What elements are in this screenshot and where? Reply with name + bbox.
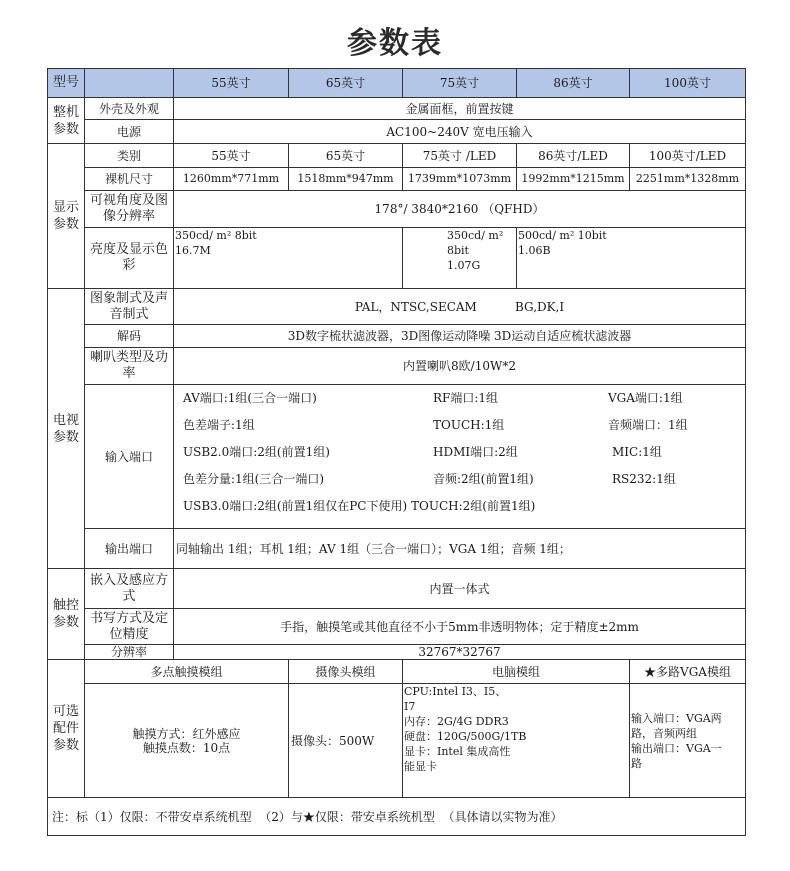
cell: 65英寸 bbox=[289, 144, 403, 168]
port-item: 色差分量:1组(三合一端口) bbox=[183, 472, 325, 486]
row-value: PAL，NTSC,SECAM BG,DK,I bbox=[174, 289, 746, 325]
vga-line: 路 bbox=[631, 756, 642, 770]
touch-module-line: 触摸点数：10点 bbox=[142, 740, 231, 755]
cell: 1992mm*1215mm bbox=[517, 168, 630, 191]
row-value: 内置喇叭8欧/10W*2 bbox=[174, 348, 746, 385]
vga-module-cell bbox=[630, 684, 746, 798]
cell: 2251mm*1328mm bbox=[630, 168, 746, 191]
pc-line: 能显卡 bbox=[404, 760, 437, 773]
pc-line: 显卡：Intel 集成高性 bbox=[404, 745, 511, 758]
module-header: 多点触摸模组 bbox=[85, 660, 289, 684]
module-header: 摄像头模组 bbox=[289, 660, 403, 684]
cell: 100英寸/LED bbox=[630, 144, 746, 168]
note-text: 注：标（1）仅限：不带安卓系统机型 （2）与★仅限：带安卓系统机型 （具体请以实物为准） bbox=[48, 798, 746, 836]
spec-table bbox=[47, 68, 746, 836]
camera-module-cell: 摄像头：500W bbox=[289, 684, 403, 798]
row-value: AC100~240V 宽电压输入 bbox=[174, 120, 746, 144]
cell: 75英寸 /LED bbox=[403, 144, 517, 168]
header-row bbox=[48, 69, 746, 98]
touch-module-cell bbox=[85, 684, 289, 798]
row-label: 分辨率 bbox=[85, 645, 174, 660]
row-label: 可视角度及图像分辨率 bbox=[85, 191, 174, 228]
row-label: 电源 bbox=[85, 120, 174, 144]
port-item: 音频:2组(前置1组) bbox=[433, 472, 534, 486]
row-value: 手指，触摸笔或其他直径不小于5mm非透明物体；定于精度±2mm bbox=[174, 609, 746, 645]
cell-line: 350cd/ m² 8bit bbox=[175, 229, 257, 242]
table-row bbox=[48, 191, 746, 228]
vga-line: 路，音频两组 bbox=[631, 726, 697, 740]
port-item: MIC:1组 bbox=[612, 445, 662, 459]
row-label: 裸机尺寸 bbox=[85, 168, 174, 191]
table-row bbox=[48, 120, 746, 144]
category-optional: 可选配件参数 bbox=[48, 660, 85, 798]
cell-line: 1.07G bbox=[447, 259, 481, 272]
row-label: 书写方式及定位精度 bbox=[85, 609, 174, 645]
input-ports bbox=[174, 385, 745, 525]
table-row bbox=[48, 385, 746, 529]
category-display: 显示参数 bbox=[48, 144, 85, 289]
category-whole: 整机参数 bbox=[48, 98, 85, 144]
pc-line: 内存：2G/4G DDR3 bbox=[404, 715, 509, 728]
row-value: 32767*32767 bbox=[174, 645, 746, 660]
cell-line: 1.06B bbox=[518, 244, 551, 257]
pc-line: 硬盘：120G/500G/1TB bbox=[404, 730, 527, 743]
port-item: RS232:1组 bbox=[612, 472, 676, 486]
port-item: RF端口:1组 bbox=[433, 391, 499, 405]
pc-line: I7 bbox=[404, 700, 416, 713]
cell-line: 350cd/ m² 8bit bbox=[447, 229, 504, 257]
cell: 86英寸/LED bbox=[517, 144, 630, 168]
row-label: 输入端口 bbox=[85, 385, 174, 529]
cell bbox=[174, 228, 403, 289]
table-row bbox=[48, 609, 746, 645]
port-item: 色差端子:1组 bbox=[183, 418, 255, 432]
row-label: 外壳及外观 bbox=[85, 98, 174, 120]
header-size-65: 65英寸 bbox=[289, 69, 403, 98]
row-label: 类别 bbox=[85, 144, 174, 168]
vga-line: 输入端口：VGA两 bbox=[631, 711, 722, 725]
row-value: 3D数字梳状滤波器，3D图像运动降噪 3D运动自适应梳状滤波器 bbox=[174, 325, 746, 348]
port-item: USB2.0端口:2组(前置1组) bbox=[183, 445, 330, 459]
port-item: VGA端口:1组 bbox=[608, 391, 683, 405]
page-title: 参数表 bbox=[347, 26, 443, 61]
note-row bbox=[48, 798, 746, 836]
row-label: 喇叭类型及功率 bbox=[85, 348, 174, 385]
pc-line: CPU:Intel I3、I5、 bbox=[404, 685, 507, 698]
header-size-75: 75英寸 bbox=[403, 69, 517, 98]
row-value: 同轴输出 1组；耳机 1组；AV 1组（三合一端口）；VGA 1组；音频 1组； bbox=[174, 529, 746, 569]
table-row bbox=[48, 348, 746, 385]
category-touch: 触控参数 bbox=[48, 569, 85, 660]
cell-line: 16.7M bbox=[175, 244, 211, 257]
vga-line: 输出端口：VGA一 bbox=[631, 741, 722, 755]
cell: 55英寸 bbox=[174, 144, 289, 168]
row-value: 内置一体式 bbox=[174, 569, 746, 609]
header-size-86: 86英寸 bbox=[517, 69, 630, 98]
table-row bbox=[48, 289, 746, 325]
category-tv: 电视参数 bbox=[48, 289, 85, 569]
cell: 1518mm*947mm bbox=[289, 168, 403, 191]
row-label: 输出端口 bbox=[85, 529, 174, 569]
cell: 1739mm*1073mm bbox=[403, 168, 517, 191]
table-row bbox=[48, 645, 746, 660]
port-item: 音频端口：1组 bbox=[608, 418, 688, 432]
module-header: ★多路VGA模组 bbox=[630, 660, 746, 684]
cell-line: 500cd/ m² 10bit bbox=[518, 229, 607, 242]
row-value: 金属面框，前置按键 bbox=[174, 98, 746, 120]
row-label: 嵌入及感应方式 bbox=[85, 569, 174, 609]
module-header: 电脑模组 bbox=[403, 660, 630, 684]
table-row bbox=[48, 569, 746, 609]
cell: 1260mm*771mm bbox=[174, 168, 289, 191]
port-item: TOUCH:1组 bbox=[433, 418, 505, 432]
table-row bbox=[48, 660, 746, 684]
port-item: USB3.0端口:2组(前置1组仅在PC下使用) TOUCH:2组(前置1组) bbox=[183, 499, 536, 513]
row-label: 亮度及显示色彩 bbox=[85, 228, 174, 289]
row-label: 图象制式及声音制式 bbox=[85, 289, 174, 325]
table-row bbox=[48, 529, 746, 569]
port-item: HDMI端口:2组 bbox=[433, 445, 518, 459]
header-size-100: 100英寸 bbox=[630, 69, 746, 98]
row-label: 解码 bbox=[85, 325, 174, 348]
header-blank bbox=[85, 69, 174, 98]
table-row bbox=[48, 144, 746, 168]
model-header: 型号 bbox=[48, 69, 85, 98]
table-row bbox=[48, 684, 746, 798]
cell bbox=[403, 228, 517, 289]
touch-module-line: 触摸方式：红外感应 bbox=[132, 726, 241, 741]
header-size-55: 55英寸 bbox=[174, 69, 289, 98]
table-row bbox=[48, 168, 746, 191]
table-row bbox=[48, 325, 746, 348]
input-ports-cell bbox=[174, 385, 746, 529]
pc-module-cell bbox=[403, 684, 630, 798]
table-row bbox=[48, 98, 746, 120]
cell bbox=[517, 228, 746, 289]
row-value: 178°/ 3840*2160 （QFHD） bbox=[174, 191, 746, 228]
port-item: AV端口:1组(三合一端口) bbox=[183, 391, 317, 405]
table-row bbox=[48, 228, 746, 289]
